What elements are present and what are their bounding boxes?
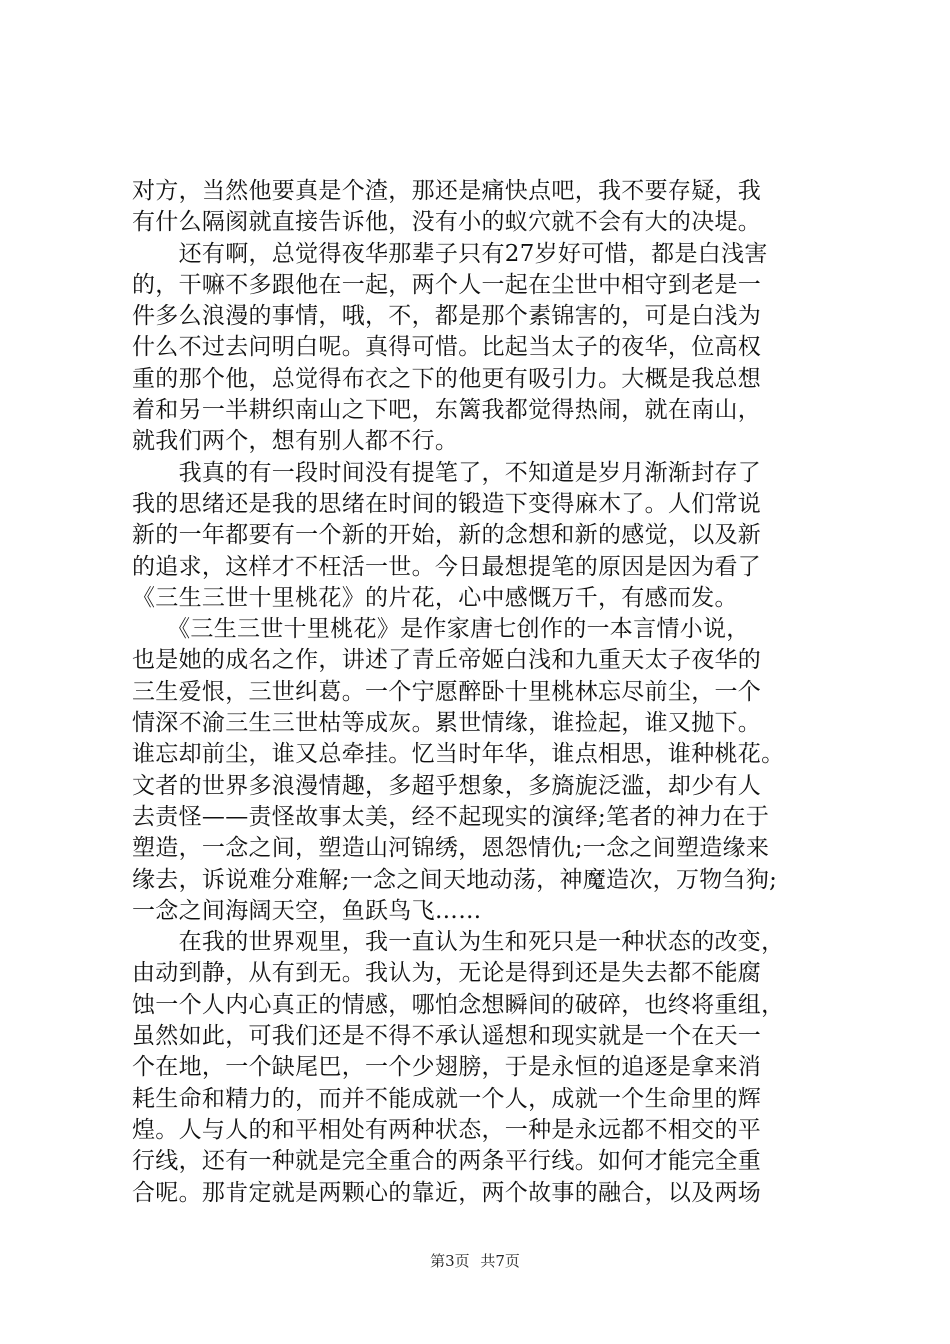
text-line: 就我们两个，想有别人都不行。 xyxy=(132,428,459,455)
text-line: 在我的世界观里，我一直认为生和死只是一种状态的改变， xyxy=(132,929,785,956)
page-number: 第3页 xyxy=(430,1252,470,1270)
text-line: 去责怪——责怪故事太美，经不起现实的演绎;笔者的神力在于 xyxy=(132,803,770,830)
text-line: 文者的世界多浪漫情趣，多超乎想象，多旖旎泛滥，却少有人 xyxy=(132,772,762,799)
page-footer xyxy=(0,1252,950,1270)
text-line: 一念之间海阔天空，鱼跃鸟飞…… xyxy=(132,897,482,924)
text-line: 塑造，一念之间，塑造山河锦绣，恩怨情仇;一念之间塑造缘来 xyxy=(132,835,770,862)
text-line: 谁忘却前尘，谁又总牵挂。忆当时年华，谁点相思，谁种桃花。 xyxy=(132,741,785,768)
text-line: 由动到静，从有到无。我认为，无论是得到还是失去都不能腐 xyxy=(132,960,762,987)
text-line: 对方，当然他要真是个渣，那还是痛快点吧，我不要存疑，我 xyxy=(132,178,762,204)
text-line: 还有啊，总觉得夜华那辈子只有27岁好可惜，都是白浅害 xyxy=(132,240,768,267)
text-line: 我真的有一段时间没有提笔了，不知道是岁月渐渐封存了 xyxy=(132,459,762,486)
text-line: 缘去，诉说难分难解;一念之间天地动荡，神魔造次，万物刍狗; xyxy=(132,866,778,893)
text-line: 耗生命和精力的，而并不能成就一个人，成就一个生命里的辉 xyxy=(132,1085,762,1112)
text-line: 个在地，一个缺尾巴，一个少翅膀，于是永恒的追逐是拿来消 xyxy=(132,1054,762,1081)
page-total: 共7页 xyxy=(480,1252,520,1270)
text-line: 我的思绪还是我的思绪在时间的锻造下变得麻木了。人们常说 xyxy=(132,490,762,517)
text-line: 的，干嘛不多跟他在一起，两个人一起在尘世中相守到老是一 xyxy=(132,271,762,298)
text-line: 新的一年都要有一个新的开始，新的念想和新的感觉，以及新 xyxy=(132,522,762,549)
text-line: 情深不渝三生三世枯等成灰。累世情缘，谁捡起，谁又抛下。 xyxy=(132,710,762,737)
text-line: 行线，还有一种就是完全重合的两条平行线。如何才能完全重 xyxy=(132,1148,762,1175)
text-line: 合呢。那肯定就是两颗心的靠近，两个故事的融合，以及两场 xyxy=(132,1179,762,1206)
text-line: 着和另一半耕织南山之下吧，东篱我都觉得热闹，就在南山， xyxy=(132,397,762,424)
text-line: 重的那个他，总觉得布衣之下的他更有吸引力。大概是我总想 xyxy=(132,365,762,392)
text-line: 什么不过去问明白呢。真得可惜。比起当太子的夜华，位高权 xyxy=(132,334,762,361)
text-line: 也是她的成名之作，讲述了青丘帝姬白浅和九重天太子夜华的 xyxy=(132,647,762,674)
text-line: 有什么隔阂就直接告诉他，没有小的蚁穴就不会有大的决堤。 xyxy=(132,209,762,236)
text-line: 的追求，这样才不枉活一世。今日最想提笔的原因是因为看了 xyxy=(132,553,762,580)
text-line: 三生爱恨，三世纠葛。一个宁愿醉卧十里桃林忘尽前尘，一个 xyxy=(132,678,762,705)
body-text xyxy=(132,176,832,1209)
text-line: 《三生三世十里桃花》的片花，心中感慨万千，有感而发。 xyxy=(132,584,738,611)
text-line: 《三生三世十里桃花》是作家唐七创作的一本言情小说， xyxy=(132,616,750,643)
text-line: 虽然如此，可我们还是不得不承认遥想和现实就是一个在天一 xyxy=(132,1023,762,1050)
text-line: 件多么浪漫的事情，哦，不，都是那个素锦害的，可是白浅为 xyxy=(132,303,762,330)
text-line: 蚀一个人内心真正的情感，哪怕念想瞬间的破碎，也终将重组， xyxy=(132,991,785,1018)
text-line: 煌。人与人的和平相处有两种状态，一种是永远都不相交的平 xyxy=(132,1116,762,1143)
